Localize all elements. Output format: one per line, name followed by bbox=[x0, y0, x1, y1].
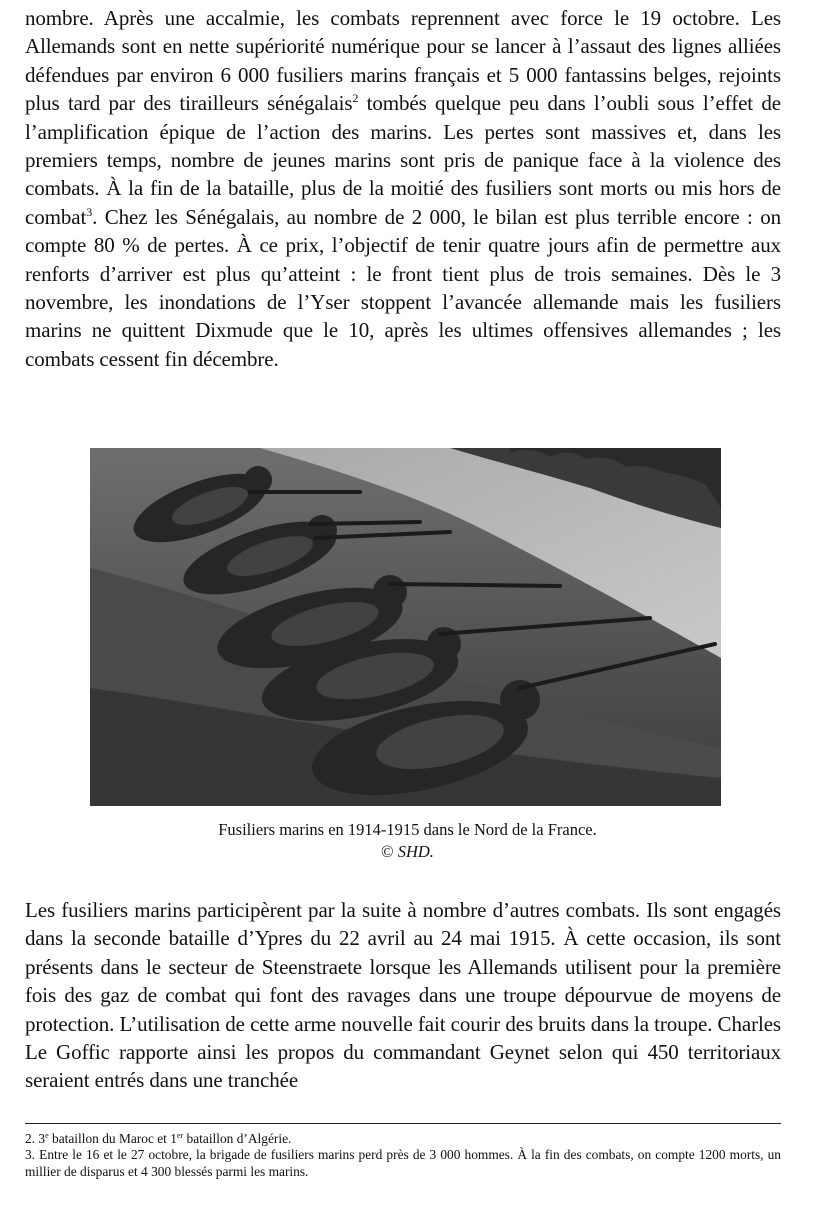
ordinal-suffix: e bbox=[45, 1131, 49, 1140]
footnote-2 bbox=[25, 1131, 781, 1147]
paragraph-text: tombés quelque peu dans l’oubli sous l’effet de l’amplification épique de l’action des marins. Les pertes sont massives et, dans les premiers temps, nombre de jeunes marins sont pris de panique face à la violence des combats. À la fin de la bataille, plus de la moitié des fusiliers sont morts ou mis hors de combat bbox=[25, 91, 781, 229]
footnote-number: 3. bbox=[25, 1147, 36, 1163]
footnote-number: 2. bbox=[25, 1131, 36, 1146]
historical-photograph bbox=[90, 448, 721, 806]
figure-caption: Fusiliers marins en 1914-1915 dans le Nord de la France. bbox=[218, 820, 597, 839]
footnote-ref-3[interactable]: 3 bbox=[86, 204, 93, 219]
copyright-symbol: © bbox=[381, 842, 394, 861]
ordinal-suffix: er bbox=[176, 1131, 184, 1140]
footnote-text: 3 bbox=[35, 1131, 46, 1146]
figure-credit bbox=[0, 841, 815, 862]
paragraph-text: . Chez les Sénégalais, au nombre de 2 000, le bilan est plus terrible encore : on compte 80 % de pertes. À ce prix, l’objectif de tenir quatre jours afin de permettre aux renforts d’arriver est plus qu’atteint : le front tient plus de trois semaines. Dès le 3 novembre, les inondations de l’Yser stoppent l’avancée allemande mais les fusiliers marins ne quittent Dixmude que le 10, après les ultimes offensives allemandes ; les combats cessent fin décembre. bbox=[25, 204, 781, 371]
footnote-text: Entre le 16 et le 27 octobre, la brigade de fusiliers marins perd près de 3 000 hommes. À la fin des combats, on compte 1200 morts, un millier de disparus et 4 300 blessés parmi les marins. bbox=[25, 1147, 781, 1179]
body-paragraph-1 bbox=[25, 4, 781, 373]
footnotes bbox=[25, 1131, 781, 1180]
footnote-text: bataillon d’Algérie. bbox=[183, 1131, 292, 1146]
footnote-3 bbox=[25, 1147, 781, 1180]
credit-text: SHD. bbox=[393, 842, 434, 861]
footnote-divider bbox=[25, 1123, 781, 1124]
footnote-text: bataillon du Maroc et 1 bbox=[48, 1131, 177, 1146]
body-paragraph-2: Les fusiliers marins participèrent par la suite à nombre d’autres combats. Ils sont engagés dans la seconde bataille d’Ypres du 22 avril au 24 mai 1915. À cette occasion, ils sont présents dans le secteur de Steenstraete lorsque les Allemands utilisent pour la première fois des gaz de combat qui font des ravages dans une troupe dépourvue de moyens de protection. L’utilisation de cette arme nouvelle fait courir des bruits dans la troupe. Charles Le Goffic rapporte ainsi les propos du commandant Geynet selon qui 450 territoriaux seraient entrés dans une tranchée bbox=[25, 898, 781, 1093]
paragraph-text: nombre. Après une accalmie, les combats reprennent avec force le 19 octobre. Les Allemands sont en nette supériorité numérique pour se lancer à l’assaut des lignes alliées défendues par environ 6 000 fusiliers marins français et 5 000 fantassins belges, rejoints plus tard par des tirailleurs sénégalais bbox=[25, 6, 781, 116]
footnote-ref-2[interactable]: 2 bbox=[352, 91, 359, 106]
